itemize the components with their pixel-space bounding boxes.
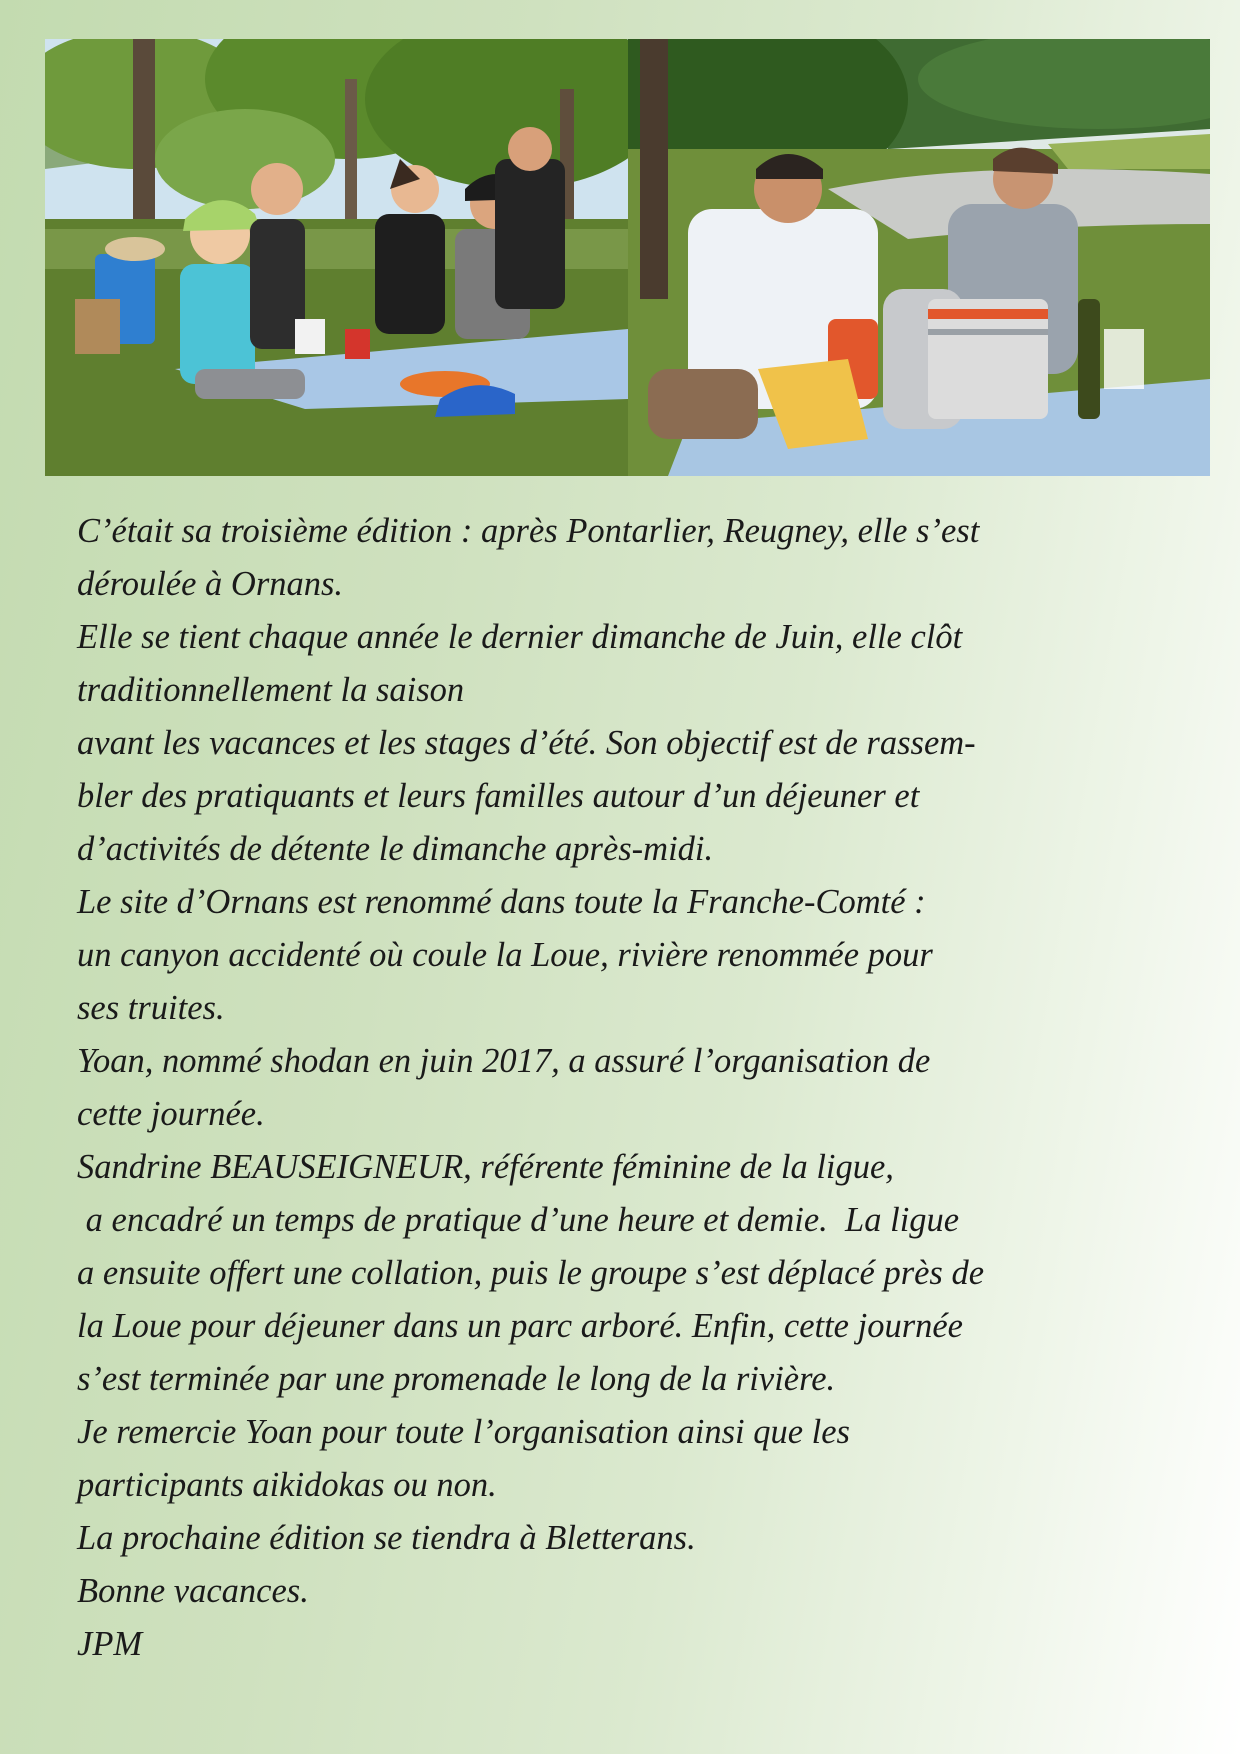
article-line: cette journée. — [77, 1095, 265, 1133]
picnic-group-image — [45, 39, 628, 476]
article-line: Bonne vacances. — [77, 1572, 309, 1610]
article-line: La prochaine édition se tiendra à Bletterans. — [77, 1519, 696, 1557]
article-line: participants aikidokas ou non. — [77, 1466, 497, 1504]
article-line: C’était sa troisième édition : après Pontarlier, Reugney, elle s’est — [77, 512, 980, 550]
article-line: d’activités de détente le dimanche après-midi. — [77, 830, 714, 868]
picnic-couple-image — [628, 39, 1210, 476]
article-line: Le site d’Ornans est renommé dans toute la Franche-Comté : — [77, 883, 926, 921]
article-line: déroulée à Ornans. — [77, 565, 344, 603]
photo-strip — [45, 39, 1210, 476]
article-line: Elle se tient chaque année le dernier dimanche de Juin, elle clôt — [77, 618, 963, 656]
article-line: ses truites. — [77, 989, 225, 1027]
article-line: avant les vacances et les stages d’été. Son objectif est de rassem- — [77, 724, 976, 762]
article-line: Yoan, nommé shodan en juin 2017, a assuré l’organisation de — [77, 1042, 931, 1080]
article-line: Je remercie Yoan pour toute l’organisation ainsi que les — [77, 1413, 850, 1451]
article-line: s’est terminée par une promenade le long de la rivière. — [77, 1360, 836, 1398]
article-line: la Loue pour déjeuner dans un parc arboré. Enfin, cette journée — [77, 1307, 963, 1345]
picnic-photo-left — [45, 39, 628, 476]
article-line: bler des pratiquants et leurs familles autour d’un déjeuner et — [77, 777, 920, 815]
picnic-photo-right — [628, 39, 1210, 476]
article-line: a ensuite offert une collation, puis le groupe s’est déplacé près de — [77, 1254, 985, 1292]
article-line: Sandrine BEAUSEIGNEUR, référente féminine de la ligue, — [77, 1148, 894, 1186]
signature: JPM — [77, 1625, 143, 1663]
article-line: un canyon accidenté où coule la Loue, rivière renommée pour — [77, 936, 933, 974]
article-line: a encadré un temps de pratique d’une heure et demie. La ligue — [77, 1201, 960, 1239]
article-line: traditionnellement la saison — [77, 671, 465, 709]
article-text — [77, 505, 1187, 1671]
